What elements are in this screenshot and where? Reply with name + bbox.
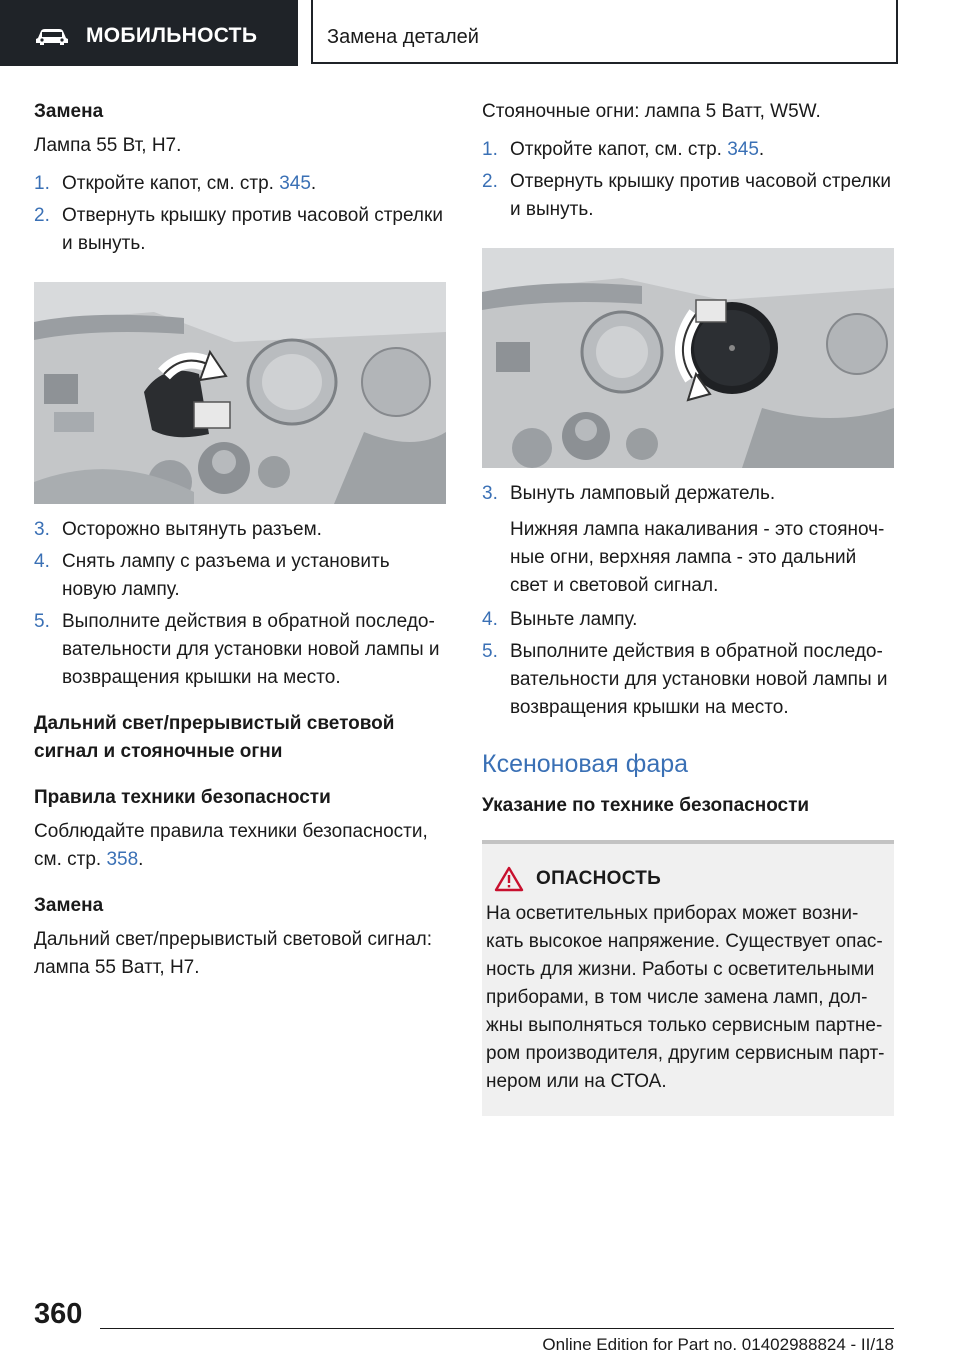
danger-box	[482, 840, 894, 1116]
step-item: 1. Откройте капот, см. стр. 345.	[34, 173, 317, 194]
safety-heading: Правила техники безопасности	[34, 787, 331, 808]
steps-list	[482, 136, 894, 224]
safety-text: Соблюдайте правила техники безопасности, см. стр. 358.	[34, 821, 428, 870]
steps-list	[34, 516, 446, 692]
footer-divider	[100, 1328, 894, 1329]
step-item: 5. Выполните действия в обратной последо-вательности для установки новой лампы и возвращения крышки на место.	[34, 611, 440, 688]
page-link[interactable]: 358	[106, 849, 139, 870]
page-header	[0, 0, 960, 66]
xenon-safety-heading: Указание по технике безопасности	[482, 795, 810, 816]
page-link[interactable]: 345	[727, 139, 759, 160]
page-number: 360	[34, 1298, 83, 1330]
section-title: МОБИЛЬНОСТЬ	[86, 24, 258, 47]
parking-lamp-spec: Стояночные огни: лампа 5 Ватт, W5W.	[482, 101, 821, 122]
step-item: 1. Откройте капот, см. стр. 345.	[482, 139, 765, 160]
right-column	[482, 98, 894, 1116]
left-column	[34, 98, 446, 982]
page-link[interactable]: 345	[279, 173, 311, 194]
danger-title-row	[494, 866, 886, 892]
warning-triangle-icon	[494, 866, 524, 892]
highbeam-lamp-spec: Дальний свет/прерывистый световой сигнал: лампа 55 Ватт, H7.	[34, 929, 432, 978]
section-tab	[0, 0, 298, 66]
step-item: 3. Осторожно вытянуть разъем.	[34, 519, 322, 540]
headlight-photo	[34, 282, 446, 504]
step-item: 2. Отвернуть крышку против часовой стрелки и вынуть.	[34, 205, 443, 254]
headlight-photo	[482, 248, 894, 468]
xenon-heading: Ксеноновая фара	[482, 750, 689, 778]
steps-list	[482, 480, 894, 722]
lamp-spec: Лампа 55 Вт, H7.	[34, 135, 182, 156]
step-item: 4. Выньте лампу.	[482, 609, 638, 630]
subsection-title: Замена деталей	[327, 26, 479, 48]
danger-title: ОПАСНОСТЬ	[536, 868, 662, 889]
car-icon	[34, 26, 70, 46]
step-item: 3. Вынуть ламповый держатель.	[482, 483, 776, 504]
highbeam-heading: Дальний свет/прерывистый световой сигнал и стояночные огни	[34, 713, 395, 762]
step-item: 5. Выполните действия в обратной последо-вательности для установки новой лампы и возвращения крышки на место.	[482, 641, 888, 718]
step-note: Нижняя лампа накаливания - это стояноч-ные огни, верхняя лампа - это дальний свет и световой сигнал.	[510, 519, 885, 596]
danger-text: На осветительных приборах может возни-кать высокое напряжение. Существует опас-ность для жизни. Работы с осветительными приборами, в том числе замена ламп, дол-жны выполняться только сервисным партне-ром производителя, другим сервисным парт-нером или на СТОА.	[486, 903, 885, 1092]
step-item: 2. Отвернуть крышку против часовой стрелки и вынуть.	[482, 171, 891, 220]
replace-heading: Замена	[34, 101, 104, 122]
edition-text: Online Edition for Part no. 01402988824 - II/18	[542, 1335, 894, 1354]
subsection-box	[311, 0, 898, 64]
replace-heading: Замена	[34, 895, 104, 916]
steps-list	[34, 170, 446, 258]
step-item: 4. Снять лампу с разъема и установить новую лампу.	[34, 551, 390, 600]
